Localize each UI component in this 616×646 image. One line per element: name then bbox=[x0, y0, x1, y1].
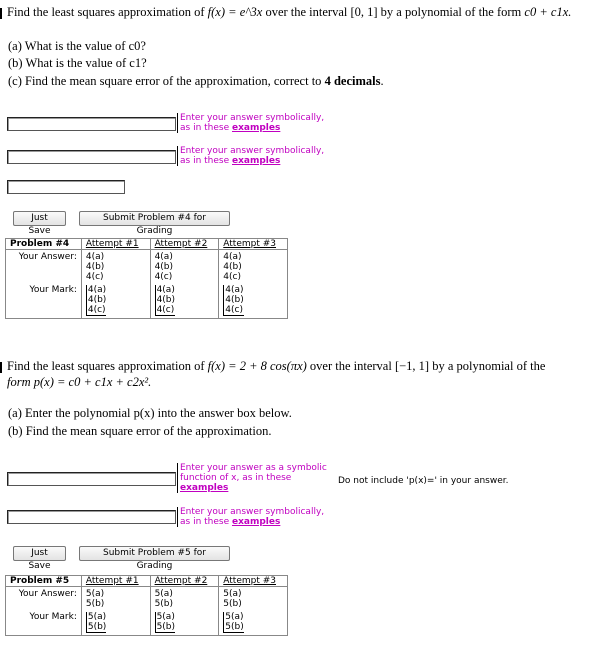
problem-4-part-c: (c) Find the mean square error of the approximation, correct to 4 decimals. bbox=[8, 74, 384, 88]
attempt-3-link[interactable]: Attempt #3 bbox=[223, 576, 276, 586]
your-answer-label: Your Answer: bbox=[18, 252, 77, 262]
attempt-2-link[interactable]: Attempt #2 bbox=[154, 239, 208, 249]
problem-5-part-b: (b) Find the mean square error of the approximation. bbox=[8, 424, 272, 438]
mark-box: 5(a) 5(b) bbox=[225, 612, 244, 632]
table-cell bbox=[219, 282, 288, 319]
mark-box: 5(a) 5(b) bbox=[156, 612, 176, 632]
mark-box: 5(a) 5(b) bbox=[87, 612, 107, 632]
table-title: Problem #4 bbox=[6, 239, 82, 250]
table-cell bbox=[150, 609, 219, 636]
left-marker bbox=[0, 362, 2, 373]
table-cell: 5(a) 5(b) bbox=[219, 587, 288, 610]
hint-4b: Enter your answer symbolically, as in these examples bbox=[177, 146, 324, 166]
table-cell: 4(a) 4(b) 4(c) bbox=[219, 250, 288, 283]
submit-problem-4-button[interactable]: Submit Problem #4 for Grading bbox=[79, 211, 230, 226]
hint-4a: Enter your answer symbolically, as in these examples bbox=[177, 113, 324, 133]
mark-box: 4(a) 4(b) 4(c) bbox=[225, 285, 244, 315]
your-answer-label: Your Answer: bbox=[18, 589, 77, 599]
mark-box: 4(a) 4(b) 4(c) bbox=[87, 285, 107, 315]
examples-link[interactable]: examples bbox=[232, 156, 281, 166]
examples-link[interactable]: examples bbox=[232, 123, 281, 133]
examples-link[interactable]: examples bbox=[180, 483, 229, 493]
answer-input-4b[interactable] bbox=[7, 150, 176, 164]
answer-input-5a[interactable] bbox=[7, 472, 176, 486]
attempt-1-link[interactable]: Attempt #1 bbox=[85, 576, 139, 586]
problem-4-attempts-table bbox=[5, 238, 288, 319]
problem-5-question: Find the least squares approximation of f(x) = 2 + 8 cos(πx) over the interval [−1, 1] by a polynomial of the form p(x) = c0 + c1x + c2x². bbox=[7, 359, 546, 389]
just-save-button[interactable]: Just Save bbox=[13, 546, 66, 561]
answer-input-5b[interactable] bbox=[7, 510, 176, 524]
table-cell bbox=[219, 609, 288, 636]
table-cell bbox=[81, 609, 150, 636]
attempt-2-link[interactable]: Attempt #2 bbox=[154, 576, 208, 586]
problem-4-part-a: (a) What is the value of c0? bbox=[8, 39, 146, 53]
problem-4-question: Find the least squares approximation of f(x) = e^3x over the interval [0, 1] by a polynomial of the form c0 + c1x. bbox=[7, 5, 572, 19]
left-marker bbox=[0, 8, 2, 19]
hint-5b: Enter your answer symbolically, as in these examples bbox=[177, 507, 324, 527]
problem-5-attempts-table bbox=[5, 575, 288, 636]
answer-input-4c[interactable] bbox=[7, 180, 125, 194]
just-save-button[interactable]: Just Save bbox=[13, 211, 66, 226]
answer-input-4a[interactable] bbox=[7, 117, 176, 131]
attempt-3-link[interactable]: Attempt #3 bbox=[223, 239, 276, 249]
hint-5a: Enter your answer as a symbolic function of x, as in these examples bbox=[177, 463, 327, 493]
examples-link[interactable]: examples bbox=[232, 517, 281, 527]
table-cell: 5(a) 5(b) bbox=[150, 587, 219, 610]
table-cell: 4(a) 4(b) 4(c) bbox=[81, 250, 150, 283]
submit-problem-5-button[interactable]: Submit Problem #5 for Grading bbox=[79, 546, 230, 561]
mark-box: 4(a) 4(b) 4(c) bbox=[156, 285, 176, 315]
table-title: Problem #5 bbox=[6, 576, 82, 587]
table-cell: 5(a) 5(b) bbox=[81, 587, 150, 610]
attempt-1-link[interactable]: Attempt #1 bbox=[85, 239, 139, 249]
your-mark-label: Your Mark: bbox=[29, 612, 77, 622]
format-note: Do not include 'p(x)=' in your answer. bbox=[338, 476, 509, 486]
table-cell: 4(a) 4(b) 4(c) bbox=[150, 250, 219, 283]
your-mark-label: Your Mark: bbox=[29, 285, 77, 295]
table-cell bbox=[81, 282, 150, 319]
problem-5-part-a: (a) Enter the polynomial p(x) into the answer box below. bbox=[8, 406, 292, 420]
problem-4-part-b: (b) What is the value of c1? bbox=[8, 56, 147, 70]
table-cell bbox=[150, 282, 219, 319]
